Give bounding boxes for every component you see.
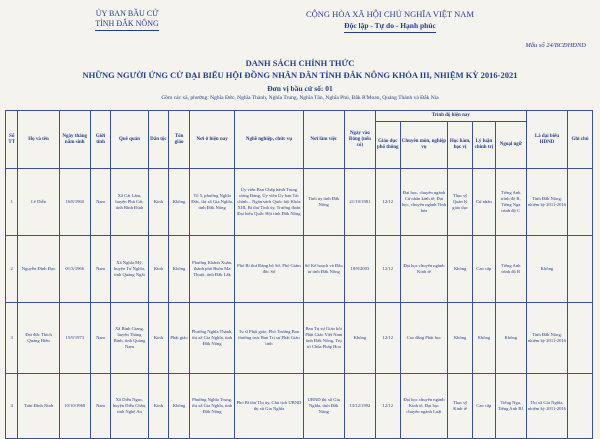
cell-name: Đại đức Thích Quảng Hiền [18, 303, 59, 374]
cell-workplace: UBND thị xã Gia Nghĩa, tỉnh Đắk Nông [303, 374, 344, 439]
table-header-row [6, 111, 593, 122]
cell-religion: Phật giáo [169, 303, 190, 374]
table-row [6, 374, 593, 439]
cell-specialty: Đại học, chuyên ngành Cử nhân kinh tế; Đại học, chuyên ngành Tinh hóa [400, 169, 448, 236]
header-specialty: Chuyên môn, nghiệp vụ [400, 122, 448, 169]
table-row [6, 236, 593, 303]
cell-workplace: Ban Trị sự Giáo hội Phật Giáo Việt Nam tỉnh Đắk Nông, Trụ trì Chùa Pháp Hoa [303, 303, 344, 374]
cell-note [568, 303, 593, 374]
cell-name: Nguyễn Đình Đạo [18, 236, 59, 303]
cell-stt: 3 [6, 303, 18, 374]
header-workplace: Nơi làm việc [303, 111, 344, 169]
header-language: Ngoại ngữ [495, 122, 526, 169]
cell-academic: Thạc sỹ Kinh tế [448, 374, 473, 439]
cell-delegate: Không [526, 236, 567, 303]
cell-specialty: Cao đẳng Phật học [400, 303, 448, 374]
cell-general-edu: 12/12 [375, 374, 400, 439]
cell-party-date: 21/10/1981 [344, 169, 375, 236]
cell-hometown: Xã Nghĩa Mỹ, huyện Tư Nghĩa, tỉnh Quảng Ngãi [111, 236, 148, 303]
cell-political: Cử nhân [473, 169, 496, 236]
electoral-communes: Gồm các xã, phường: Nghĩa Đức, Nghĩa Thành, Nghĩa Trung, Nghĩa Tân, Nghĩa Phú, Đắk R'Moan, Quảng Thành và Đắk Nia [161, 95, 439, 101]
cell-ethnicity: Kinh [148, 374, 169, 439]
cell-dob: 01/3/1966 [59, 236, 90, 303]
header-hometown: Quê quán [111, 111, 148, 169]
header-party-date: Ngày vào Đảng (nếu có) [344, 111, 375, 169]
national-name: CỘNG HÒA XÃ HỘI CHỦ NGHĨA VIỆT NAM [305, 9, 475, 19]
issuing-authority-line2: TỈNH ĐẮK NÔNG [95, 19, 159, 31]
cell-academic: Thạc sỹ Quản lý giáo dục [448, 169, 473, 236]
cell-hometown: Xã Diễn Ngọc, huyện Diễn Châu, tỉnh Nghệ An [111, 374, 148, 439]
cell-language: Tiếng Anh trình độ B, Tiếng Nga trình độ C [495, 169, 526, 236]
cell-political: Cao cấp [473, 236, 496, 303]
header-gender: Giới tính [90, 111, 111, 169]
cell-political: Cao cấp [473, 374, 496, 439]
motto: Độc lập - Tự do - Hạnh phúc [344, 20, 436, 33]
document-title: DANH SÁCH CHÍNH THỨC [245, 58, 355, 68]
cell-stt: 4 [6, 374, 18, 439]
header-religion: Tôn giáo [169, 111, 190, 169]
cell-general-edu: 12/12 [375, 303, 400, 374]
cell-political: Không [473, 303, 496, 374]
header-general-edu: Giáo dục phổ thông [375, 122, 400, 169]
cell-party-date: 13/12/1992 [344, 374, 375, 439]
cell-note [568, 374, 593, 439]
cell-name: Trần Đình Ninh [18, 374, 59, 439]
cell-delegate: Tỉnh Đắk Nông, nhiệm kỳ 2011-2016 [526, 169, 567, 236]
header-dob: Ngày tháng năm sinh [59, 111, 90, 169]
cell-workplace: Tỉnh ủy tỉnh Đắk Nông [303, 169, 344, 236]
cell-specialty: Đại học chuyên ngành Kinh tế [400, 236, 448, 303]
cell-delegate: Thị xã Gia Nghĩa, nhiệm kỳ 2011-2016 [526, 374, 567, 439]
cell-residence: Phường Nghĩa Thành, thị xã Gia Nghĩa, tỉnh Đắk Nông [189, 303, 234, 374]
cell-religion: Không [169, 374, 190, 439]
cell-dob: 15/9/1973 [59, 303, 90, 374]
cell-language: Tiếng Anh trình độ B [495, 236, 526, 303]
cell-ethnicity: Kinh [148, 236, 169, 303]
cell-hometown: Xã Cát Lâm, huyện Phù Cát, tỉnh Bình Định [111, 169, 148, 236]
header-occupation: Nghề nghiệp, chức vụ [235, 111, 303, 169]
cell-language: Tiếng Nga, Tiếng Anh B1 [495, 374, 526, 439]
cell-residence: Phường Khánh Xuân, thành phố Buôn Ma Thuột, tỉnh Đắk Lắk [189, 236, 234, 303]
cell-ethnicity: Kinh [148, 169, 169, 236]
cell-dob: 16/8/1960 [59, 169, 90, 236]
cell-hometown: Xã Bình Giang, huyện Thăng Bình, tỉnh Quảng Nam [111, 303, 148, 374]
cell-academic: Không [448, 303, 473, 374]
electoral-unit: Đơn vị bầu cử số: 01 [267, 84, 333, 93]
issuing-authority-line1: ỦY BAN BẦU CỬ [95, 9, 159, 18]
cell-gender: Nam [90, 169, 111, 236]
cell-party-date: 18/8/2003 [344, 236, 375, 303]
cell-stt: 2 [6, 236, 18, 303]
header-political: Lý luận chính trị [473, 122, 496, 169]
cell-occupation: Phó Bí thư Thị ủy, Chủ tịch UBND thị xã Gia Nghĩa [235, 374, 303, 439]
cell-general-edu: 12/12 [375, 236, 400, 303]
cell-religion: Không [169, 236, 190, 303]
header-residence: Nơi ở hiện nay [189, 111, 234, 169]
cell-language: Không [495, 303, 526, 374]
header-academic: Học hàm, học vị [448, 122, 473, 169]
cell-workplace: Sở Kế hoạch và Đầu tư tỉnh Đắk Nông [303, 236, 344, 303]
cell-gender: Nam [90, 374, 111, 439]
header-ethnicity: Dân tộc [148, 111, 169, 169]
cell-specialty: Đại học chuyên ngành Kinh tế, Đại học chuyên ngành Luật [400, 374, 448, 439]
cell-residence: Phường Nghĩa Trung, thị xã Gia Nghĩa, tỉnh Đắk Nông [189, 374, 234, 439]
cell-academic: Không [448, 236, 473, 303]
table-row [6, 169, 593, 236]
cell-ethnicity: Kinh [148, 303, 169, 374]
cell-name: Lê Diễn [18, 169, 59, 236]
header-note: Ghi chú [568, 111, 593, 169]
header-name: Họ và tên [18, 111, 59, 169]
candidate-table [5, 110, 593, 439]
cell-party-date: Không [344, 303, 375, 374]
cell-delegate: Tỉnh Đắk Nông, nhiệm kỳ 2011-2016 [526, 303, 567, 374]
form-code: Mẫu số 24/BCĐHĐND [525, 42, 586, 49]
header-delegate: Là đại biểu HĐND [526, 111, 567, 169]
table-row [6, 303, 593, 374]
cell-religion: Không [169, 169, 190, 236]
cell-gender: Nam [90, 303, 111, 374]
cell-note [568, 236, 593, 303]
cell-residence: Tổ 5, phường Nghĩa Đức, thị xã Gia Nghĩa, tỉnh Đắk Nông [189, 169, 234, 236]
cell-dob: 10/10/1968 [59, 374, 90, 439]
cell-gender: Nam [90, 236, 111, 303]
cell-occupation: Tu sĩ Phật giáo; Phó Trưởng Ban thường trực Ban Trị sự Phật Giáo tỉnh [235, 303, 303, 374]
cell-occupation: Ủy viên Ban Chấp hành Trung ương Đảng, Ủy viên Ủy ban Tài chính – Ngân sách Quốc hội Khóa XIII, Bí thư Tỉnh ủy, Trưởng đoàn Đại biểu Quốc Hội tỉnh Đắk Nông [235, 169, 303, 236]
national-motto [250, 9, 530, 33]
cell-general-edu: 12/12 [375, 169, 400, 236]
cell-note [568, 169, 593, 236]
cell-occupation: Phó Bí thư Đảng bộ Sở, Phó Giám đốc Sở [235, 236, 303, 303]
header-stt: Số TT [6, 111, 18, 169]
issuing-authority [62, 9, 192, 31]
document-subtitle: NHỮNG NGƯỜI ỨNG CỬ ĐẠI BIỂU HỘI ĐỒNG NHÂN DÂN TỈNH ĐẮK NÔNG KHÓA III, NHIỆM KỲ 2016-2021 [82, 70, 518, 80]
header-education-group: Trình độ hiện nay [375, 111, 526, 122]
cell-stt: 1 [6, 169, 18, 236]
